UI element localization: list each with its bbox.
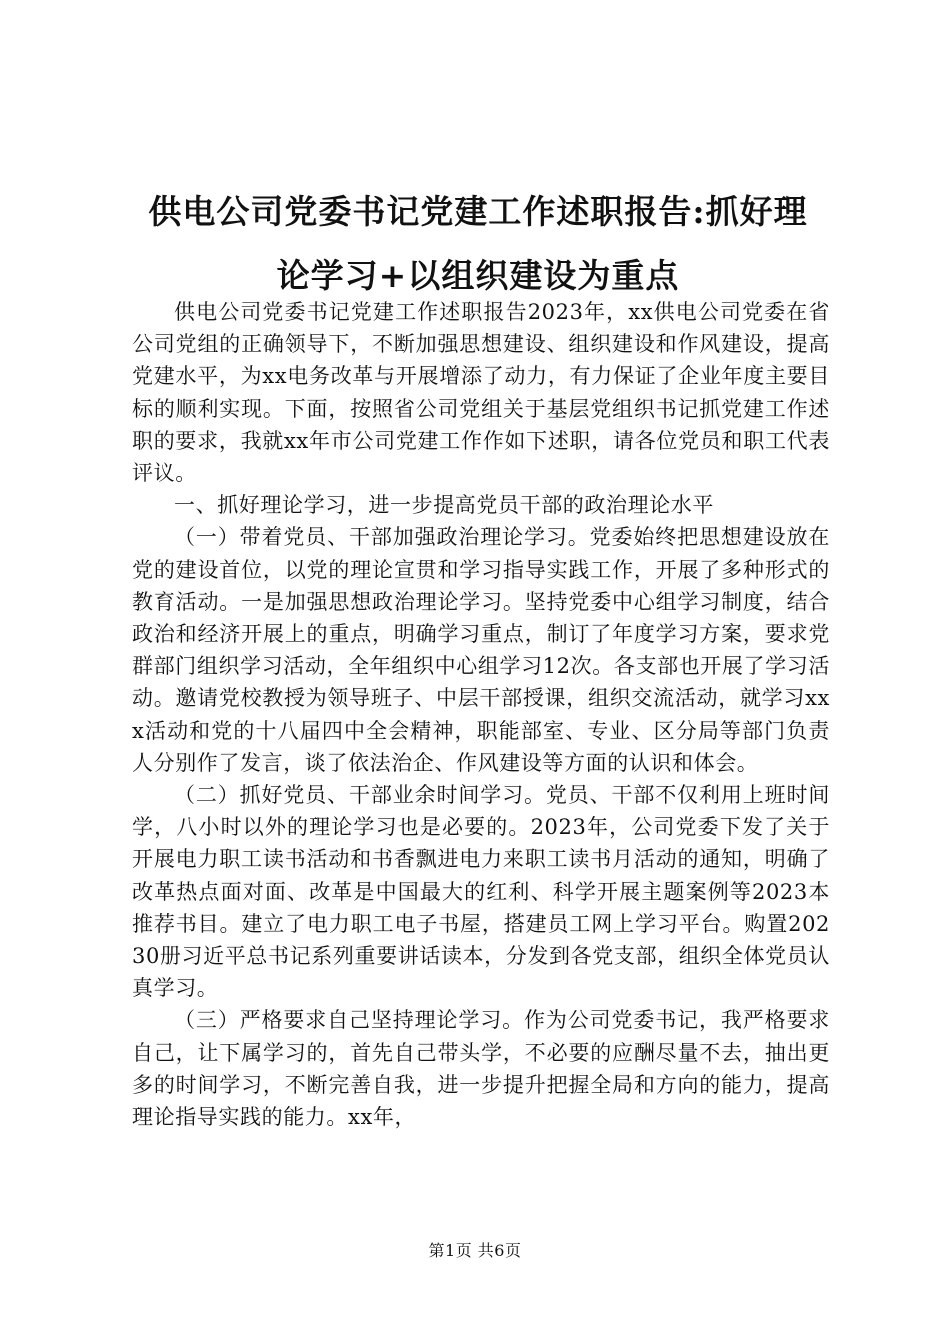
intro-paragraph: 供电公司党委书记党建工作述职报告2023年，xx供电公司党委在省公司党组的正确领导下，不断加强思想建设、组织建设和作风建设，提高党建水平，为xx电务改革与开展增添了动力，有力保证了企业年度主要目标的顺利实现。下面，按照省公司党组关于基层党组织书记抓党建工作述职的要求，我就xx年市公司党建工作作如下述职，请各位党员和职工代表评议。 — [132, 300, 830, 486]
document-body — [132, 296, 830, 1133]
page-footer: 第1页 共6页 — [428, 1241, 522, 1260]
subsection-paragraph-2: （二）抓好党员、干部业余时间学习。党员、干部不仅利用上班时间学，八小时以外的理论学习也是必要的。2023年，公司党委下发了关于开展电力职工读书活动和书香飘进电力来职工读书月活动的通知，明确了改革热点面对面、改革是中国最大的红利、科学开展主题案例等2023本推荐书目。建立了电力职工电子书屋，搭建员工网上学习平台。购置20230册习近平总书记系列重要讲话读本，分发到各党支部，组织全体党员认真学习。 — [132, 783, 830, 1001]
subsection-paragraph-1: （一）带着党员、干部加强政治理论学习。党委始终把思想建设放在党的建设首位，以党的理论宣贯和学习指导实践工作，开展了多种形式的教育活动。一是加强思想政治理论学习。坚持党委中心组学习制度，结合政治和经济开展上的重点，明确学习重点，制订了年度学习方案，要求党群部门组织学习活动，全年组织中心组学习12次。各支部也开展了学习活动。邀请党校教授为领导班子、中层干部授课，组织交流活动，就学习xxx活动和党的十八届四中全会精神，职能部室、专业、区分局等部门负责人分别作了发言，谈了依法治企、作风建设等方面的认识和体会。 — [132, 525, 830, 775]
title-line-1: 供电公司党委书记党建工作述职报告:抓好理 — [148, 192, 808, 231]
title-line-2: 论学习+以组织建设为重点 — [276, 256, 680, 295]
section-heading: 一、抓好理论学习，进一步提高党员干部的政治理论水平 — [174, 493, 714, 518]
document-title — [128, 180, 828, 308]
subsection-paragraph-3: （三）严格要求自己坚持理论学习。作为公司党委书记，我严格要求自己，让下属学习的，首先自己带头学，不必要的应酬尽量不去，抽出更多的时间学习，不断完善自我，进一步提升把握全局和方向的能力，提高理论指导实践的能力。xx年， — [132, 1008, 830, 1130]
